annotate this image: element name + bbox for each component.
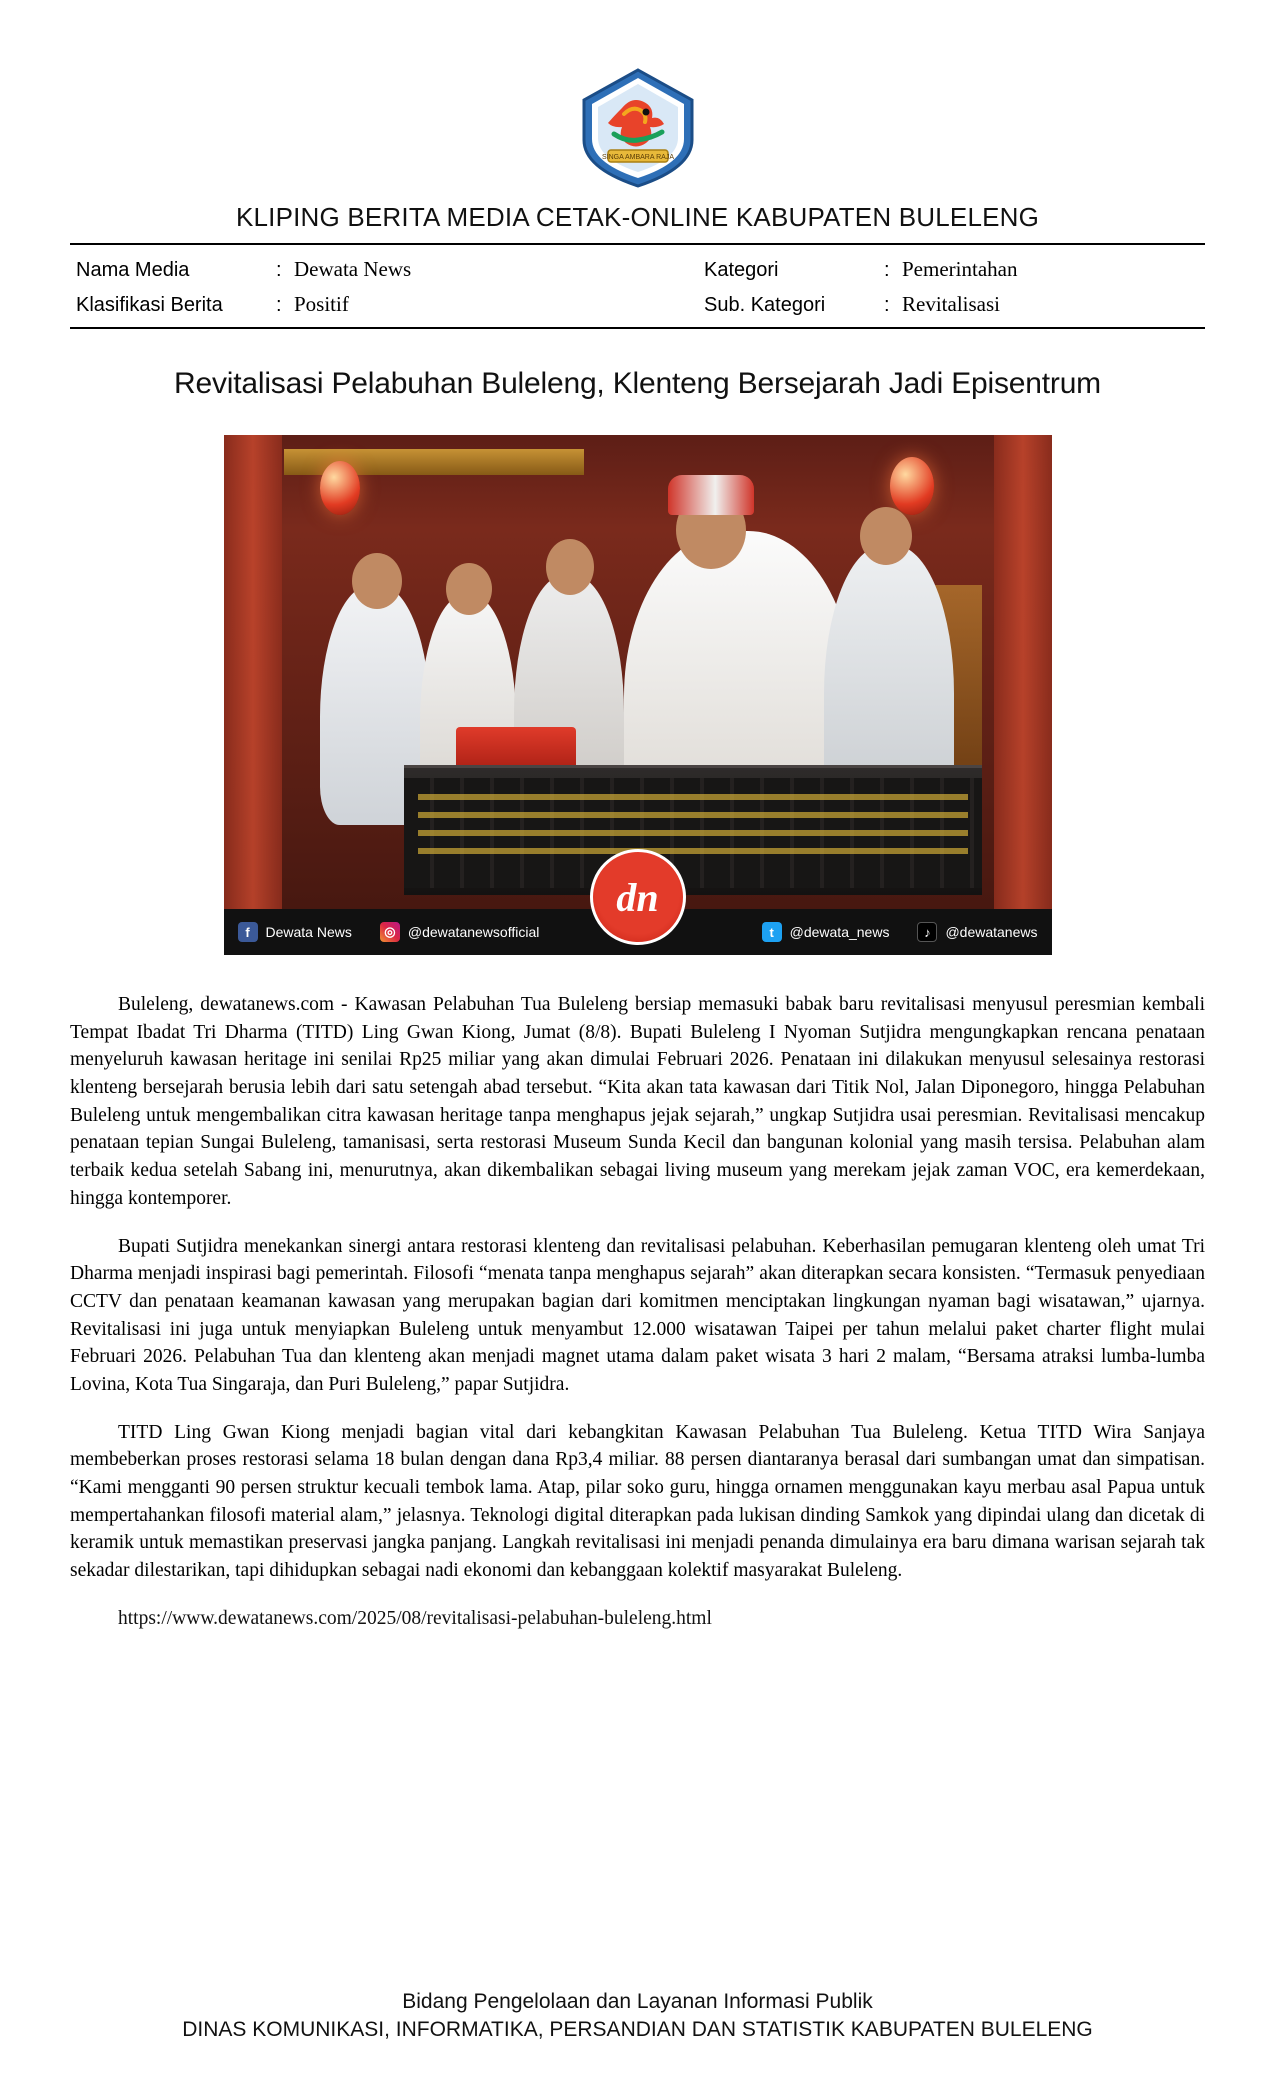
article-paragraph-2: Bupati Sutjidra menekankan sinergi antara restorasi klenteng dan revitalisasi pelabuhan. Keberhasilan pemugaran klenteng oleh umat Tri Dharma menjadi inspirasi bagi pemerintah. Filosofi “menata tanpa menghapus sejarah” akan diterapkan secara konsisten. “Termasuk penyediaan CCTV dan penataan keamanan kawasan yang merupakan bagian dari komitmen menciptakan lingkungan nyaman bagi wisatawan,” ujarnya. Revitalisasi ini juga untuk menyiapkan Buleleng untuk menyambut 12.000 wisatawan Taipei per tahun melalui paket charter flight mulai Februari 2026. Pelabuhan Tua dan klenteng akan menjadi magnet utama dalam paket wisata 3 hari 2 malam, “Bersama atraksi lumba-lumba Lovina, Kota Tua Singaraja, dan Puri Buleleng,” papar Sutjidra. [70,1235,1205,1395]
article-photo [224,435,1052,955]
value-nama-media: Dewata News [294,257,412,281]
tiktok-icon: ♪ [917,922,937,942]
footer-line-2: DINAS KOMUNIKASI, INFORMATIKA, PERSANDIAN DAN STATISTIK KABUPATEN BULELENG [182,2018,1093,2041]
photo-person-3-head [546,539,594,595]
photo-udeng-headband [668,475,754,515]
social-twitter-label: @dewata_news [789,924,890,940]
social-instagram[interactable] [366,922,553,942]
value-sub-kategori: Revitalisasi [902,292,1000,316]
article-photo-container [70,435,1205,955]
twitter-icon: t [762,922,782,942]
social-instagram-label: @dewatanewsofficial [407,924,540,940]
social-tiktok[interactable] [903,922,1051,942]
article-paragraph-3: TITD Ling Gwan Kiong menjadi bagian vital dari kebangkitan Kawasan Pelabuhan Tua Buleleng. Ketua TITD Wira Sanjaya membeberkan proses restorasi selama 18 bulan dengan dana Rp3,4 miliar. 88 persen diantaranya berasal dari sumbangan umat dan simpatisan. “Kami mengganti 90 persen struktur kecuali tembok lama. Atap, pilar soko guru, hingga ornamen menggunakan kayu merbau asal Papua untuk mempertahankan filosofi material alam,” jelasnya. Teknologi digital diterapkan pada lukisan dinding Samkok yang dipindai ulang dan dicetak di keramik untuk memastikan preservasi jangka panjang. Langkah revitalisasi ini menjadi penanda dimulainya era baru dimana warisan sejarah tak sekadar dilestarikan, tapi dihidupkan sebagai nadi ekonomi dan kebanggaan kolektif masyarakat Buleleng. [70,1421,1205,1582]
divider-meta [70,327,1205,329]
photo-pillar-right [994,435,1052,955]
label-sub-kategori: Sub. Kategori [704,294,826,316]
colon-3: : [276,294,282,316]
svg-text:SINGA AMBARA RAJA: SINGA AMBARA RAJA [601,154,674,161]
social-twitter[interactable] [748,922,904,942]
photo-lantern-1 [320,461,360,515]
article-paragraph-1: Buleleng, dewatanews.com - Kawasan Pelabuhan Tua Buleleng bersiap memasuki babak baru revitalisasi menyusul peresmian kembali Tempat Ibadat Tri Dharma (TITD) Ling Gwan Kiong, Jumat (8/8). Bupati Buleleng I Nyoman Sutjidra mengungkapkan rencana penataan menyeluruh kawasan heritage ini senilai Rp25 miliar yang akan dimulai Februari 2026. Penataan ini dilakukan menyusul selesainya restorasi klenteng bersejarah berusia lebih dari satu setengah abad tersebut. “Kita akan tata kawasan dari Titik Nol, Jalan Diponegoro, hingga Pelabuhan Buleleng untuk mengembalikan citra kawasan heritage tanpa menghapus jejak sejarah,” ungkap Sutjidra usai peresmian. Revitalisasi mencakup penataan tepian Sungai Buleleng, tamanisasi, serta restorasi Museum Sunda Kecil dan bangunan kolonial yang masih tersisa. Pelabuhan alam terbaik kedua setelah Sabang ini, menurutnya, akan dikembalikan sebagai living museum yang merekam jejak zaman VOC, era kemerdekaan, hingga kontemporer. [70,994,1205,1209]
colon-1: : [276,259,282,281]
instagram-icon: ◎ [380,922,400,942]
facebook-icon: f [238,922,258,942]
value-klasifikasi-berita: Positif [294,292,349,316]
buleleng-crest-icon [574,64,702,192]
page-footer [70,1990,1205,2042]
article-title: Revitalisasi Pelabuhan Buleleng, Klenteng Bersejarah Jadi Episentrum [174,367,1101,400]
photo-person-2-head [446,563,492,615]
label-kategori: Kategori [704,259,779,281]
photo-signing-table [404,765,982,895]
footer-line-1: Bidang Pengelolaan dan Layanan Informasi Publik [402,1990,873,2013]
photo-stone-plaque [404,778,982,888]
article-body [70,991,1205,1632]
watermark-logo: dn [590,849,686,945]
metadata-table [70,245,1205,327]
photo-lantern-2 [890,457,934,515]
photo-pillar-left [224,435,282,955]
social-tiktok-label: @dewatanews [945,924,1038,940]
page-title: KLIPING BERITA MEDIA CETAK-ONLINE KABUPATEN BULELENG [235,202,1040,232]
photo-person-5-head [860,507,912,565]
colon-2: : [884,259,890,281]
label-nama-media: Nama Media [76,259,190,281]
label-klasifikasi-berita: Klasifikasi Berita [76,294,223,316]
value-kategori: Pemerintahan [902,257,1018,281]
social-facebook-label: Dewata News [265,924,352,940]
social-facebook[interactable] [224,922,366,942]
logo-container [70,64,1205,192]
source-url-link[interactable]: https://www.dewatanews.com/2025/08/revitalisasi-pelabuhan-buleleng.html [118,1607,712,1629]
photo-person-1-head [352,553,402,609]
colon-4: : [884,294,890,316]
